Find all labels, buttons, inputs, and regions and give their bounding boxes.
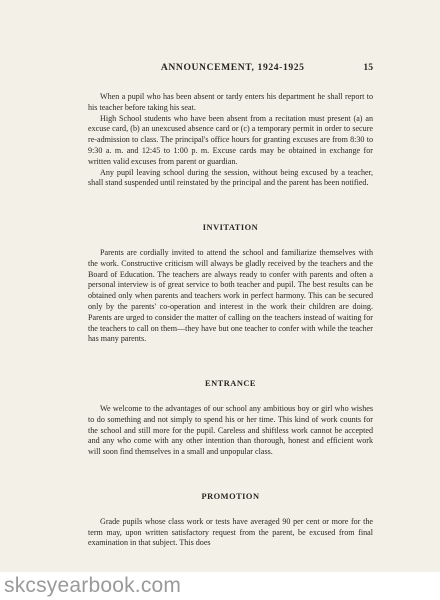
paragraph-entrance: We welcome to the advantages of our school any ambitious boy or girl who wishes to do something and not simply to spend his or her time. This kind of work counts for the school and still more for the pupil. Careless and shiftless work cannot be accepted and any who come with any other intention than thorough, honest and efficient work will soon find themselves in a small and unpopular class. — [88, 403, 373, 457]
heading-promotion: PROMOTION — [201, 491, 260, 501]
page-body — [88, 92, 373, 549]
paragraph-leaving-school: Any pupil leaving school during the session, without being excused by a teacher, shall stand suspended until reinstated by the principal and the parent has been notified. — [88, 167, 373, 188]
paragraph-excuses: High School students who have been absent from a recitation must present (a) an excuse card, (b) an unexcused absence card or (c) a temporary permit in order to secure re-admission to class. The principal's office hours for granting excuses are from 8:30 to 9:30 a. m. and 12:45 to 1:00 p. m. Excuse cards may be obtained in exchange for written valid excuses from parent or guardian. — [88, 113, 373, 166]
intro-section — [88, 92, 373, 189]
paragraph-absent-pupil: When a pupil who has been absent or tardy enters his department he shall report to his teacher before taking his seat. — [88, 92, 373, 112]
heading-invitation: INVITATION — [202, 223, 259, 233]
running-title: ANNOUNCEMENT, 1924-1925 — [160, 62, 305, 73]
heading-entrance: ENTRANCE — [205, 379, 256, 389]
page-number: 15 — [363, 62, 373, 73]
paragraph-promotion: Grade pupils whose class work or tests have averaged 90 per cent or more for the term may, upon written satisfactory request from the parent, be excused from final examination in that subject. This does — [88, 516, 373, 548]
site-watermark: skcsyearbook.com — [0, 572, 440, 600]
page-header — [88, 62, 373, 73]
paragraph-invitation: Parents are cordially invited to attend the school and familiarize themselves with the work. Constructive criticism will always be gladly received by the teachers and the Board of Education. The teachers are always ready to confer with parents and often a personal interview is of great service to both teacher and pupil. The best results can be obtained only when parents and teachers work in perfect harmony. This can be secured only by the parents' co-operation and interest in the work their children are doing. Parents are urged to consider the matter of calling on the teachers instead of waiting for the teachers to call on them—they have but one teacher to confer with while the teacher has many parents. — [88, 247, 373, 344]
